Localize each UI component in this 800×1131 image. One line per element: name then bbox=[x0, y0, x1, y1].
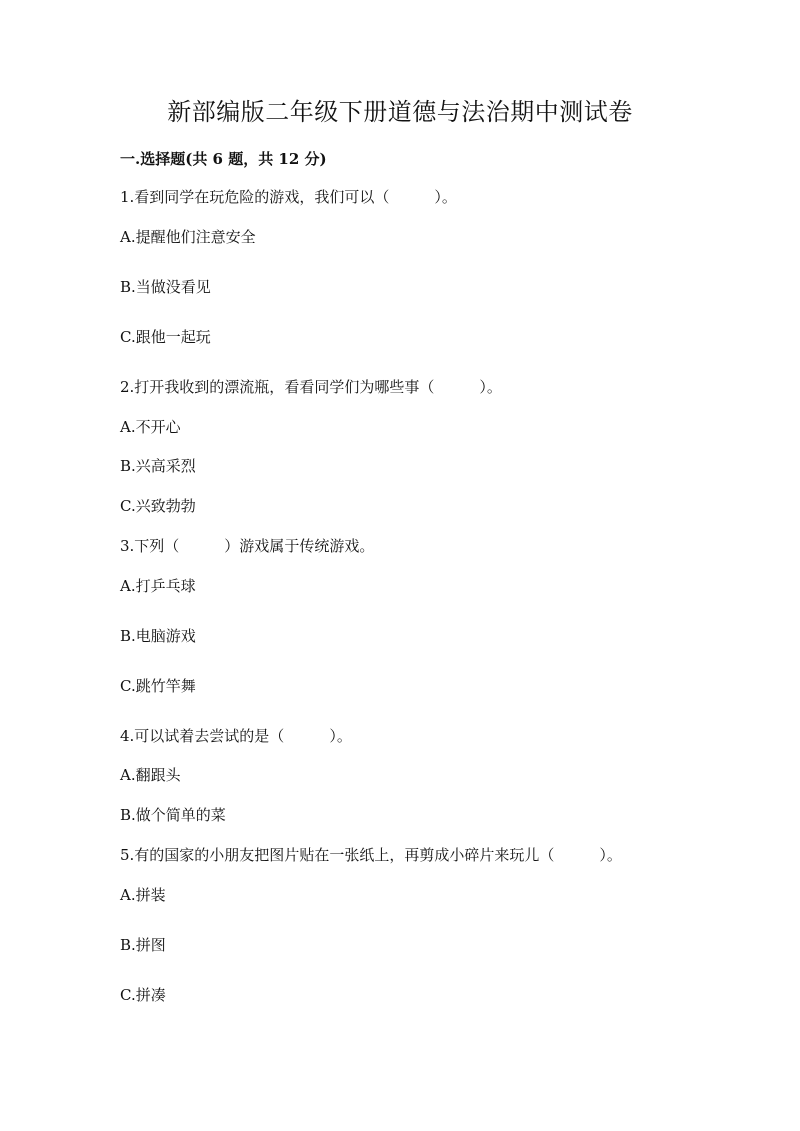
question-2-text: 2.打开我收到的漂流瓶，看看同学们为哪些事（ ）。 bbox=[120, 378, 502, 396]
question-2-option-c: C.兴致勃勃 bbox=[120, 497, 196, 515]
section-heading: 一.选择题(共 6 题，共 12 分) bbox=[120, 150, 327, 168]
question-3-text: 3.下列（ ）游戏属于传统游戏。 bbox=[120, 537, 375, 555]
question-4-text: 4.可以试着去尝试的是（ ）。 bbox=[120, 727, 352, 745]
question-1-option-c: C.跟他一起玩 bbox=[120, 328, 211, 346]
question-3-option-a: A.打乒乓球 bbox=[120, 577, 196, 595]
question-3-option-c: C.跳竹竿舞 bbox=[120, 677, 196, 695]
question-2-option-a: A.不开心 bbox=[120, 418, 181, 436]
question-4-option-b: B.做个简单的菜 bbox=[120, 806, 226, 824]
question-1-option-a: A.提醒他们注意安全 bbox=[120, 228, 256, 246]
question-5-text: 5.有的国家的小朋友把图片贴在一张纸上，再剪成小碎片来玩儿（ ）。 bbox=[120, 846, 622, 864]
question-1-text: 1.看到同学在玩危险的游戏，我们可以（ ）。 bbox=[120, 188, 457, 206]
question-4-option-a: A.翻跟头 bbox=[120, 766, 181, 784]
question-5-option-a: A.拼装 bbox=[120, 886, 166, 904]
document-title: 新部编版二年级下册道德与法治期中测试卷 bbox=[167, 98, 633, 126]
question-5-option-b: B.拼图 bbox=[120, 936, 166, 954]
question-1-option-b: B.当做没看见 bbox=[120, 278, 211, 296]
question-5-option-c: C.拼凑 bbox=[120, 986, 166, 1004]
question-3-option-b: B.电脑游戏 bbox=[120, 627, 196, 645]
question-2-option-b: B.兴高采烈 bbox=[120, 457, 196, 475]
